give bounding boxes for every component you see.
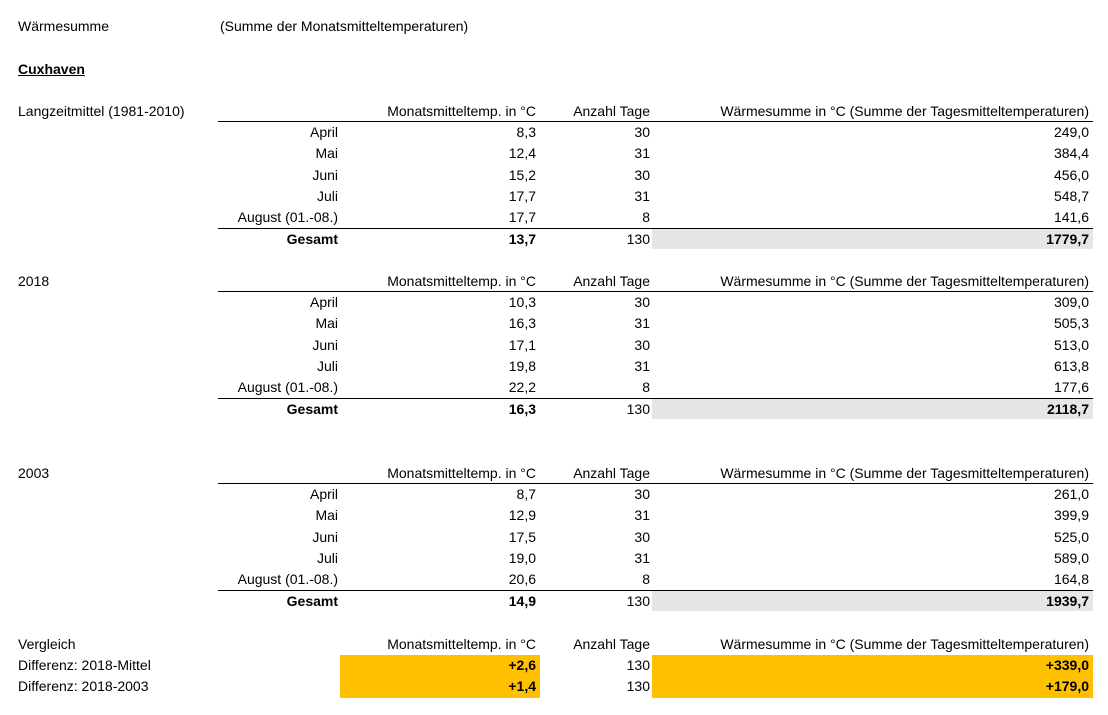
total-label: Gesamt: [286, 592, 338, 609]
total-sum: 2118,7: [1046, 400, 1089, 417]
page-subtitle: (Summe der Monatsmitteltemperaturen): [220, 18, 469, 34]
highlight-sum: [652, 655, 1093, 677]
total-days: 130: [626, 400, 650, 417]
total-sum: 1779,7: [1046, 230, 1089, 247]
column-header-days: Anzahl Tage: [573, 273, 650, 289]
row-days: 30: [634, 336, 650, 353]
row-month: Juni: [312, 336, 338, 353]
row-sum: 141,6: [1053, 209, 1089, 226]
comparison-days: 130: [626, 678, 650, 695]
total-days: 130: [626, 230, 650, 247]
row-days: 30: [634, 166, 650, 183]
station-name: Cuxhaven: [18, 61, 85, 77]
column-header-sum: Wärmesumme in °C (Summe der Tagesmitteltemperaturen): [720, 465, 1089, 481]
column-header-days: Anzahl Tage: [573, 636, 650, 652]
column-header-sum: Wärmesumme in °C (Summe der Tagesmitteltemperaturen): [720, 273, 1089, 289]
table-rule: [218, 483, 1093, 484]
row-month: April: [309, 294, 338, 310]
total-label: Gesamt: [286, 400, 338, 417]
column-header-temp: Monatsmitteltemp. in °C: [387, 103, 536, 119]
total-sum: 1939,7: [1046, 592, 1089, 609]
row-month: Mai: [315, 507, 338, 524]
row-temp: 15,2: [508, 166, 536, 183]
row-temp: 19,0: [508, 549, 536, 566]
total-temp: 13,7: [508, 230, 536, 247]
comparison-temp: +1,4: [508, 678, 536, 695]
row-month: August (01.-08.): [237, 209, 338, 226]
row-sum: 589,0: [1053, 549, 1089, 566]
row-month: Juli: [316, 357, 338, 374]
row-month: April: [309, 124, 338, 140]
column-header-sum: Wärmesumme in °C (Summe der Tagesmitteltemperaturen): [720, 636, 1089, 652]
row-sum: 384,4: [1053, 145, 1089, 162]
comparison-days: 130: [626, 657, 650, 673]
total-days: 130: [626, 592, 650, 609]
row-days: 30: [634, 486, 650, 502]
row-days: 8: [642, 209, 650, 226]
row-sum: 261,0: [1053, 486, 1089, 502]
page-title: Wärmesumme: [18, 18, 110, 34]
section-label: Langzeitmittel (1981-2010): [18, 103, 185, 119]
column-header-temp: Monatsmitteltemp. in °C: [387, 273, 536, 289]
row-days: 31: [634, 315, 650, 332]
column-header-temp: Monatsmitteltemp. in °C: [387, 636, 536, 652]
row-sum: 164,8: [1053, 571, 1089, 588]
column-header-temp: Monatsmitteltemp. in °C: [387, 465, 536, 481]
row-days: 31: [634, 187, 650, 204]
comparison-sum: +339,0: [1045, 657, 1089, 673]
total-temp: 16,3: [508, 400, 536, 417]
row-sum: 249,0: [1053, 124, 1089, 140]
row-sum: 399,9: [1053, 507, 1089, 524]
comparison-row-label: Differenz: 2018-2003: [18, 678, 149, 695]
row-month: August (01.-08.): [237, 379, 338, 396]
section-label: 2018: [18, 273, 50, 289]
row-temp: 8,3: [516, 124, 536, 140]
row-sum: 177,6: [1053, 379, 1089, 396]
row-temp: 19,8: [508, 357, 536, 374]
row-days: 8: [642, 379, 650, 396]
row-month: Juni: [312, 166, 338, 183]
row-temp: 12,4: [508, 145, 536, 162]
row-temp: 12,9: [508, 507, 536, 524]
total-sum-shade: [652, 399, 1093, 419]
row-temp: 17,7: [508, 209, 536, 226]
row-month: April: [309, 486, 338, 502]
highlight-sum: [652, 676, 1093, 698]
total-sum-shade: [652, 591, 1093, 611]
row-sum: 456,0: [1053, 166, 1089, 183]
row-sum: 513,0: [1053, 336, 1089, 353]
table-rule: [218, 121, 1093, 122]
comparison-sum: +179,0: [1045, 678, 1089, 695]
comparison-temp: +2,6: [508, 657, 536, 673]
row-days: 8: [642, 571, 650, 588]
row-month: Mai: [315, 145, 338, 162]
column-header-days: Anzahl Tage: [573, 465, 650, 481]
row-temp: 22,2: [508, 379, 536, 396]
total-temp: 14,9: [508, 592, 536, 609]
total-label: Gesamt: [286, 230, 338, 247]
row-sum: 525,0: [1053, 528, 1089, 545]
row-days: 31: [634, 507, 650, 524]
row-month: Mai: [315, 315, 338, 332]
row-days: 31: [634, 549, 650, 566]
row-month: Juli: [316, 549, 338, 566]
row-days: 31: [634, 145, 650, 162]
comparison-label: Vergleich: [18, 636, 76, 652]
row-month: Juli: [316, 187, 338, 204]
row-temp: 17,1: [508, 336, 536, 353]
row-days: 30: [634, 124, 650, 140]
row-temp: 16,3: [508, 315, 536, 332]
row-days: 30: [634, 294, 650, 310]
table-rule: [218, 291, 1093, 292]
total-sum-shade: [652, 229, 1093, 249]
row-sum: 548,7: [1053, 187, 1089, 204]
row-days: 30: [634, 528, 650, 545]
section-label: 2003: [18, 465, 50, 481]
row-days: 31: [634, 357, 650, 374]
column-header-sum: Wärmesumme in °C (Summe der Tagesmitteltemperaturen): [720, 103, 1089, 119]
row-sum: 505,3: [1053, 315, 1089, 332]
comparison-row-label: Differenz: 2018-Mittel: [18, 657, 151, 673]
row-temp: 8,7: [516, 486, 536, 502]
column-header-days: Anzahl Tage: [573, 103, 650, 119]
row-temp: 20,6: [508, 571, 536, 588]
row-month: Juni: [312, 528, 338, 545]
row-temp: 17,7: [508, 187, 536, 204]
row-temp: 10,3: [508, 294, 536, 310]
row-sum: 613,8: [1053, 357, 1089, 374]
row-month: August (01.-08.): [237, 571, 338, 588]
row-temp: 17,5: [508, 528, 536, 545]
row-sum: 309,0: [1053, 294, 1089, 310]
